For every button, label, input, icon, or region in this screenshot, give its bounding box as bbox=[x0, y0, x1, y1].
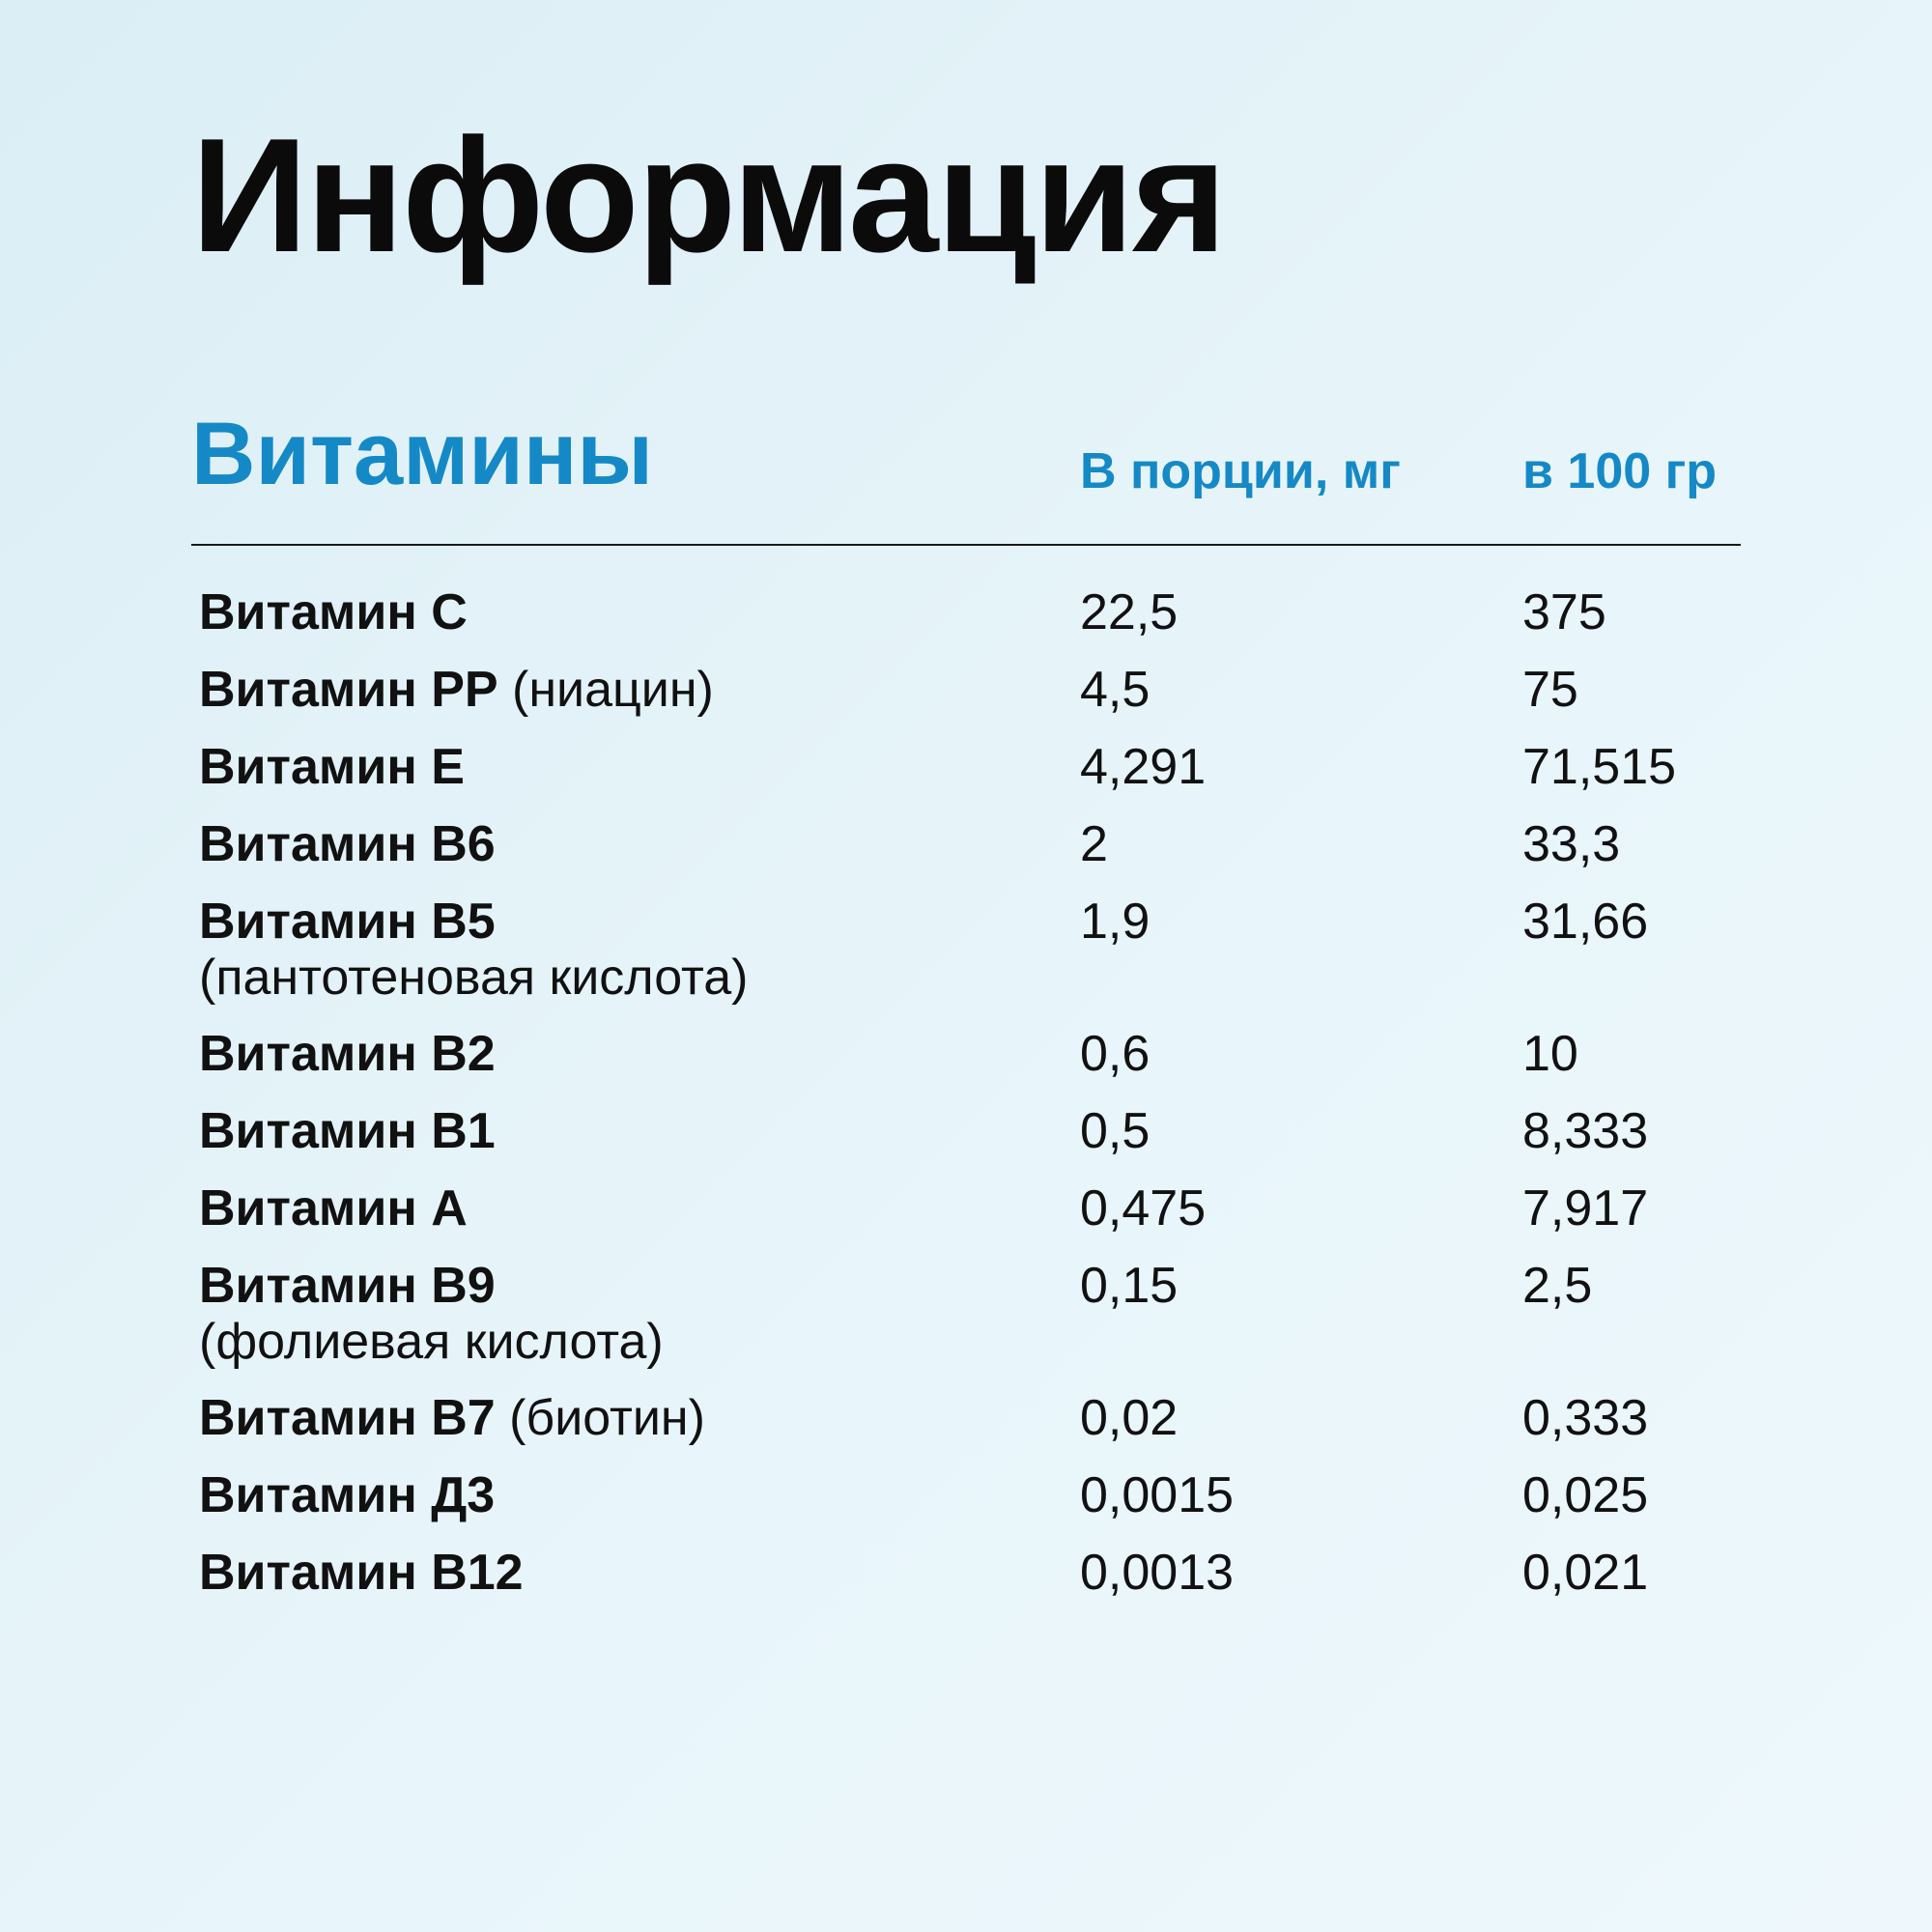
header-divider bbox=[191, 544, 1741, 546]
vitamin-name-text: Витамин Е bbox=[199, 739, 465, 795]
table-row bbox=[199, 584, 1741, 662]
per100-value: 2,5 bbox=[1522, 1258, 1593, 1314]
table-row bbox=[199, 1103, 1741, 1180]
vitamin-note: (ниацин) bbox=[497, 662, 714, 718]
vitamin-name bbox=[199, 1390, 705, 1446]
vitamin-name-text: Витамин В12 bbox=[199, 1545, 524, 1601]
vitamin-name bbox=[199, 1180, 468, 1236]
vitamin-name-text: Витамин Д3 bbox=[199, 1467, 496, 1523]
table-row bbox=[199, 1545, 1741, 1622]
vitamin-name-text: Витамин В7 bbox=[199, 1390, 496, 1446]
vitamin-note: (фолиевая кислота) bbox=[199, 1314, 664, 1370]
vitamin-note: (пантотеновая кислота) bbox=[199, 950, 749, 1006]
per100-value: 0,025 bbox=[1522, 1467, 1649, 1523]
vitamin-name bbox=[199, 1467, 495, 1523]
portion-value: 0,475 bbox=[1080, 1180, 1207, 1236]
portion-value: 4,291 bbox=[1080, 739, 1207, 795]
vitamin-name bbox=[199, 1103, 496, 1159]
page-title: Информация bbox=[191, 104, 1226, 286]
table-row bbox=[199, 1026, 1741, 1103]
per100-value: 0,021 bbox=[1522, 1545, 1649, 1601]
table-row bbox=[199, 816, 1741, 894]
vitamin-name-text: Витамин А bbox=[199, 1180, 468, 1236]
per100-value: 375 bbox=[1522, 584, 1606, 640]
vitamin-table bbox=[199, 584, 1741, 1622]
per100-value: 7,917 bbox=[1522, 1180, 1649, 1236]
vitamin-name-text: Витамин В9 bbox=[199, 1258, 496, 1314]
vitamin-name-text: Витамин В1 bbox=[199, 1103, 496, 1159]
vitamin-name-text: Витамин РР bbox=[199, 662, 498, 718]
table-row bbox=[199, 1258, 1741, 1390]
section-title: Витамины bbox=[191, 405, 653, 503]
per100-value: 10 bbox=[1522, 1026, 1578, 1082]
portion-value: 0,0015 bbox=[1080, 1467, 1235, 1523]
portion-value: 4,5 bbox=[1080, 662, 1151, 718]
column-header-portion: В порции, мг bbox=[1080, 443, 1401, 499]
portion-value: 0,15 bbox=[1080, 1258, 1179, 1314]
table-row bbox=[199, 894, 1741, 1026]
table-row bbox=[199, 1390, 1741, 1467]
portion-value: 0,6 bbox=[1080, 1026, 1151, 1082]
portion-value: 22,5 bbox=[1080, 584, 1179, 640]
per100-value: 31,66 bbox=[1522, 894, 1649, 950]
per100-value: 75 bbox=[1522, 662, 1578, 718]
per100-value: 8,333 bbox=[1522, 1103, 1649, 1159]
vitamin-name bbox=[199, 1545, 524, 1601]
table-header bbox=[191, 396, 1741, 531]
vitamin-name bbox=[199, 1026, 496, 1082]
vitamin-name-text: Витамин В2 bbox=[199, 1026, 496, 1082]
vitamin-note: (биотин) bbox=[495, 1390, 705, 1446]
vitamin-name bbox=[199, 894, 748, 1006]
vitamin-name bbox=[199, 1258, 664, 1370]
column-header-per-100: в 100 гр bbox=[1522, 443, 1718, 499]
table-row bbox=[199, 1180, 1741, 1258]
per100-value: 0,333 bbox=[1522, 1390, 1649, 1446]
vitamin-name-text: Витамин В5 bbox=[199, 894, 496, 950]
vitamin-name bbox=[199, 739, 465, 795]
portion-value: 0,0013 bbox=[1080, 1545, 1235, 1601]
vitamin-name-text: Витамин С bbox=[199, 584, 468, 640]
vitamin-name bbox=[199, 816, 496, 872]
portion-value: 0,5 bbox=[1080, 1103, 1151, 1159]
table-row bbox=[199, 739, 1741, 816]
vitamin-name bbox=[199, 584, 468, 640]
portion-value: 0,02 bbox=[1080, 1390, 1179, 1446]
vitamin-name bbox=[199, 662, 714, 718]
per100-value: 71,515 bbox=[1522, 739, 1677, 795]
portion-value: 1,9 bbox=[1080, 894, 1151, 950]
per100-value: 33,3 bbox=[1522, 816, 1621, 872]
portion-value: 2 bbox=[1080, 816, 1108, 872]
vitamin-name-text: Витамин В6 bbox=[199, 816, 496, 872]
table-row bbox=[199, 1467, 1741, 1545]
table-row bbox=[199, 662, 1741, 739]
